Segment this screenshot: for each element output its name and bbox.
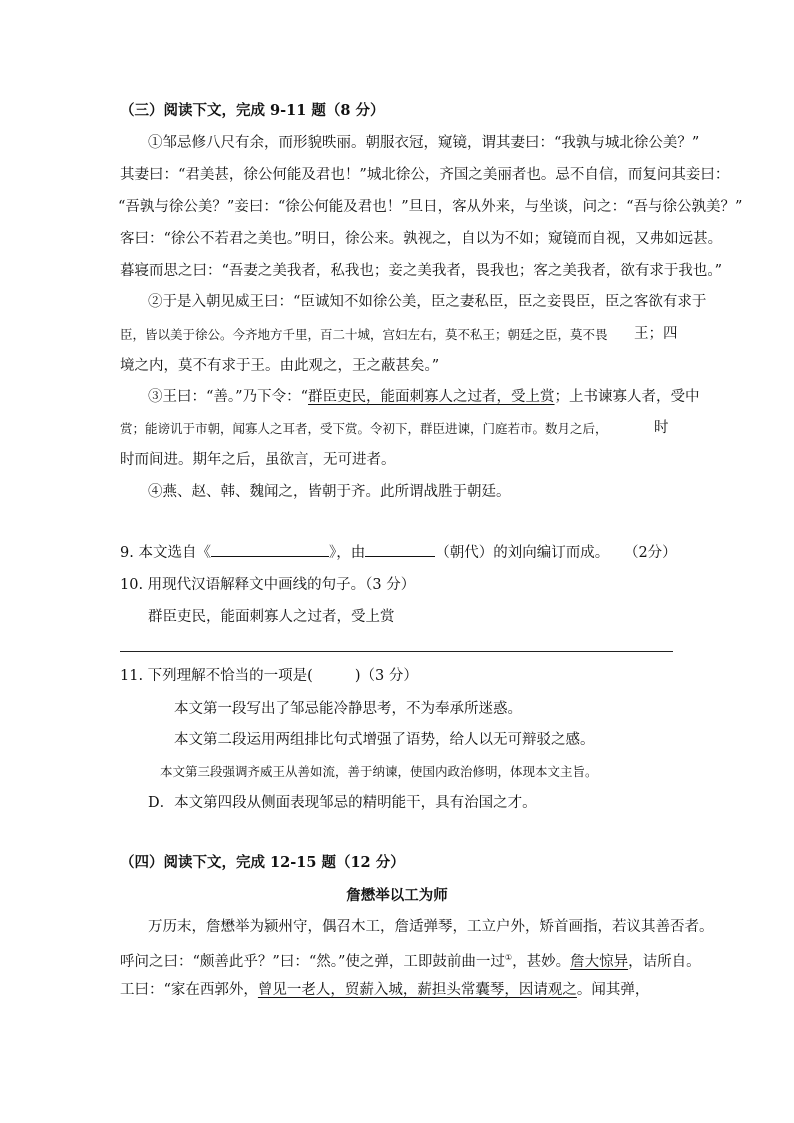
- passage-line: 臣，皆以美于徐公。今齐地方千里，百二十城，宫妇左右，莫不私王；朝廷之臣，莫不畏: [120, 327, 608, 342]
- underlined-sentence: 曾见一老人，贸薪入城，薪担头常囊琴，因请观之: [257, 982, 577, 998]
- passage-line: 时而间进。期年之后，虽欲言，无可进者。: [120, 452, 396, 468]
- option-b: 本文第二段运用两组排比句式增强了语势，给人以无可辩驳之感。: [174, 732, 595, 748]
- answer-blank[interactable]: [365, 542, 435, 557]
- passage-line: [148, 387, 700, 407]
- question-10: 10. 用现代汉语解释文中画线的句子。（3 分）: [120, 577, 416, 593]
- passage-line-fragment: 王；四: [634, 326, 678, 342]
- passage-text: ；上书谏寡人者，受中: [554, 389, 700, 405]
- passage-line: ②于是入朝见威王曰：“臣诚知不如徐公美，臣之妻私臣，臣之妾畏臣，臣之客欲有求于: [148, 294, 707, 310]
- passage-line: ④燕、赵、韩、魏闻之，皆朝于齐。此所谓战胜于朝廷。: [148, 484, 511, 500]
- option-c: 本文第三段强调齐威王从善如流，善于纳谏，使国内政治修明，体现本文主旨。: [160, 764, 598, 779]
- footnote-marker: ①: [504, 953, 513, 962]
- passage-text: ③王曰：“善。”乃下令：“: [148, 389, 308, 405]
- passage-line: 客曰：“徐公不若君之美也。”明日，徐公来。孰视之，自以为不如；窥镜而自视，又弗如远甚。: [120, 231, 723, 247]
- passage-line-fragment: 时: [654, 420, 669, 436]
- passage-line: 其妻曰：“君美甚，徐公何能及君也！”城北徐公，齐国之美丽者也。忌不自信，而复问其妾曰：: [120, 167, 730, 183]
- passage-title: 詹懋举以工为师: [346, 887, 448, 904]
- passage-line: 万历末，詹懋举为颍州守，偶召木工，詹适弹琴，工立户外，矫首画指，若议其善否者。: [148, 919, 714, 935]
- passage-line: 暮寝而思之曰：“吾妻之美我者，私我也；妾之美我者，畏我也；客之美我者，欲有求于我也。”: [120, 263, 723, 279]
- answer-blank[interactable]: [211, 542, 329, 557]
- question-11: 11. 下列理解不恰当的一项是( )（3 分）: [120, 668, 418, 684]
- passage-line: ①邹忌修八尺有余，而形貌昳丽。朝服衣冠，窥镜，谓其妻曰：“我孰与城北徐公美？”: [148, 135, 700, 151]
- underlined-sentence: 群臣吏民，能面刺寡人之过者，受上赏: [308, 389, 555, 405]
- section-3-heading: （三）阅读下文，完成 9-11 题（8 分）: [120, 102, 385, 119]
- passage-line: 境之内，莫不有求于王。由此观之，王之蔽甚矣。”: [120, 358, 440, 374]
- underlined-phrase: 詹大惊异: [570, 953, 629, 970]
- passage-line: 工曰：“家在西郭外，曾见一老人，贸薪入城，薪担头常囊琴，因请观之。闻其弹，: [120, 982, 650, 998]
- passage-line: 呼问之曰：“颇善此乎？”曰：“然。”使之弹，工即鼓前曲一过①，甚妙。詹大惊异，诘所自。: [120, 953, 701, 970]
- question-9: 9. 本文选自《 》，由 （朝代）的刘向编订而成。 （2分）: [120, 542, 677, 563]
- answer-line[interactable]: [120, 651, 673, 652]
- option-d: D．本文第四段从侧面表现邹忌的精明能干，具有治国之才。: [148, 795, 537, 811]
- passage-line: 赏；能谤讥于市朝，闻寡人之耳者，受下赏。令初下，群臣进谏，门庭若市。数月之后，: [120, 421, 608, 436]
- question-10-sentence: 群臣吏民，能面刺寡人之过者，受上赏: [148, 609, 395, 625]
- passage-line: “吾孰与徐公美？”妾曰：“徐公何能及君也！”旦日，客从外来，与坐谈，问之：“吾与徐公孰美？”: [118, 199, 743, 215]
- option-a: 本文第一段写出了邹忌能冷静思考，不为奉承所迷惑。: [174, 701, 522, 717]
- section-4-heading: （四）阅读下文，完成 12-15 题（12 分）: [120, 854, 405, 871]
